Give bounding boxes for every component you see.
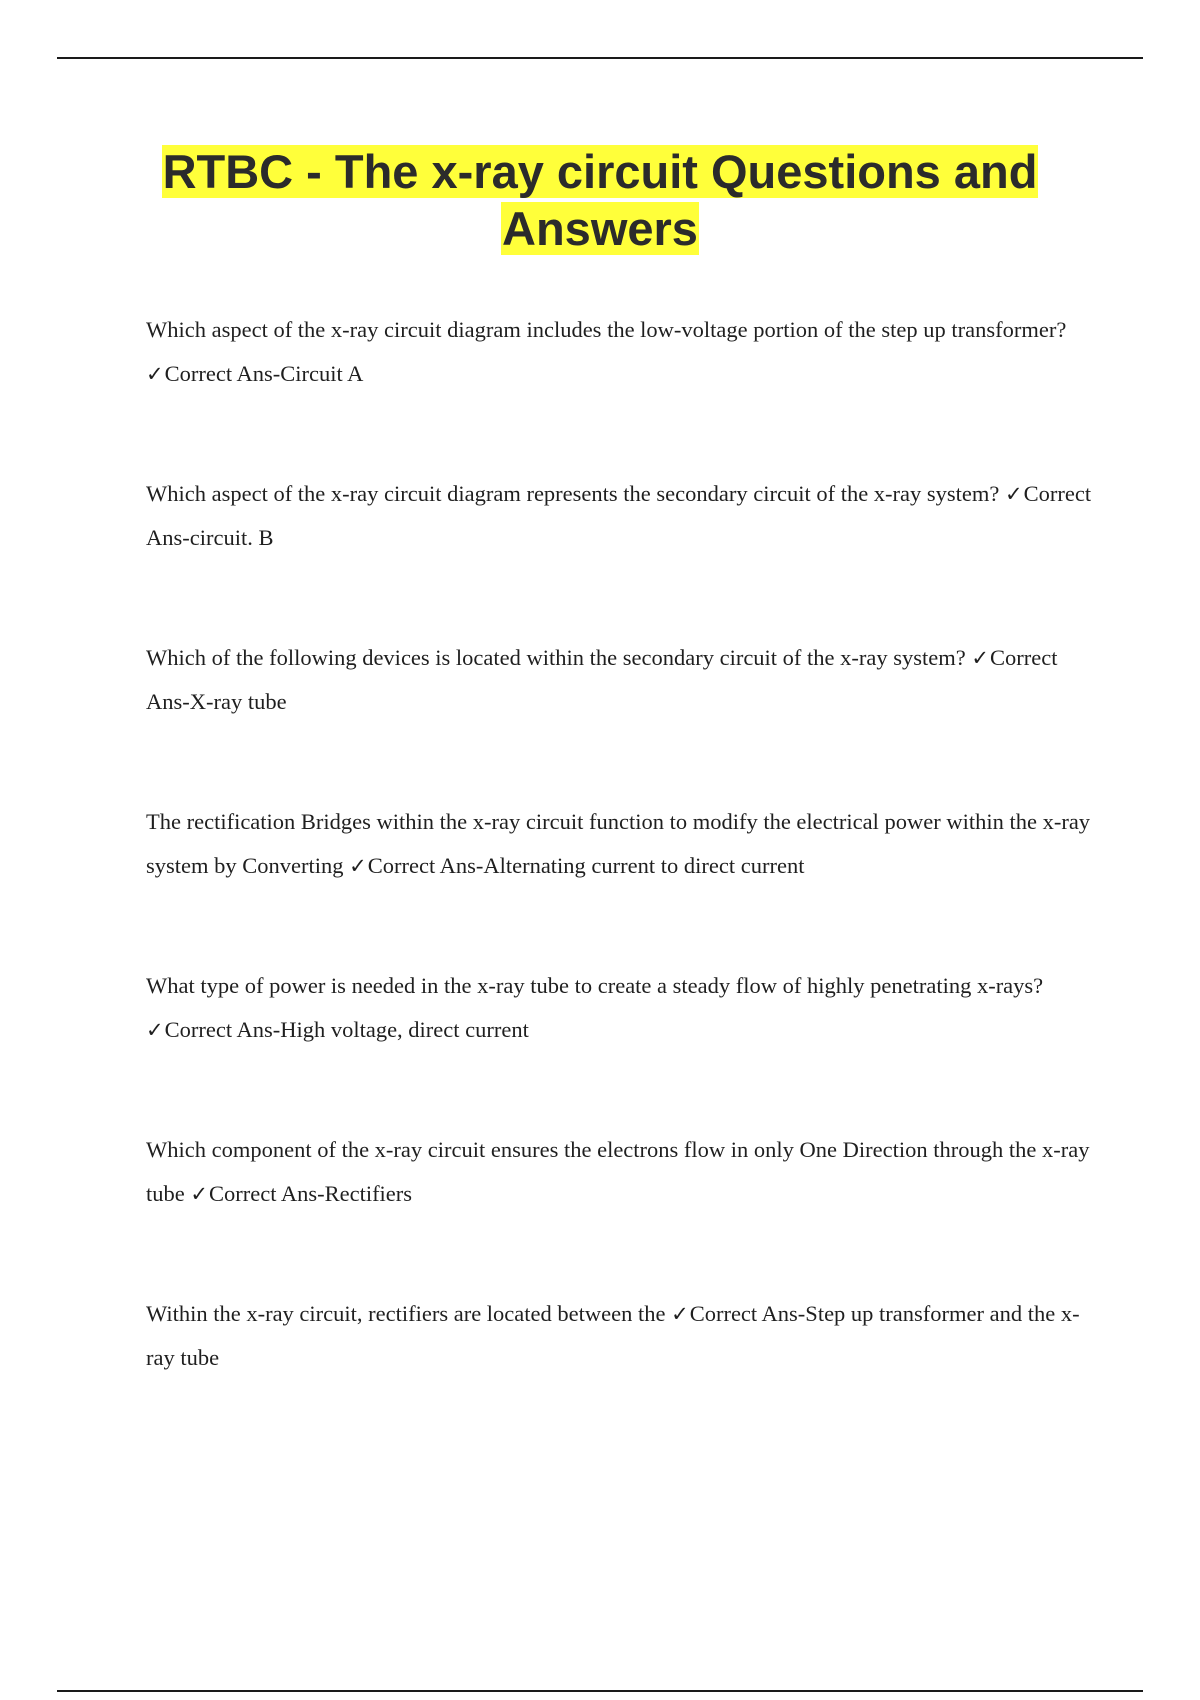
checkmark-icon: ✓ [971,646,989,670]
answer-text: Correct Ans-Circuit A [164,361,364,386]
qa-item-7 [146,1292,1096,1380]
answer-text: Correct Ans-circuit. B [146,481,1092,550]
question-text: Which of the following devices is located within the secondary circuit of the x-ray system? [146,645,966,670]
checkmark-icon: ✓ [190,1182,208,1206]
question-text: Within the x-ray circuit, rectifiers are located between the [146,1301,666,1326]
title-line-1: RTBC - The x-ray circuit Questions and [162,145,1038,198]
question-text: Which aspect of the x-ray circuit diagram includes the low-voltage portion of the step up transformer? [146,317,1067,342]
bottom-rule [57,1690,1143,1692]
checkmark-icon: ✓ [1005,482,1023,506]
checkmark-icon: ✓ [146,362,164,386]
title-line-2: Answers [502,202,698,255]
checkmark-icon: ✓ [146,1018,164,1042]
question-text: The rectification Bridges within the x-ray circuit function to modify the electrical power within the x-ray system by Converting [146,809,1091,878]
question-text: Which component of the x-ray circuit ensures the electrons flow in only One Direction through the x-ray tube [146,1137,1090,1206]
qa-item-6 [146,1128,1096,1216]
checkmark-icon: ✓ [671,1302,689,1326]
answer-text: Correct Ans-X-ray tube [146,645,1058,714]
question-text: Which aspect of the x-ray circuit diagram represents the secondary circuit of the x-ray system? [146,481,1000,506]
answer-text: Correct Ans-Alternating current to direct current [367,853,805,878]
qa-item-5 [146,964,1096,1052]
checkmark-icon: ✓ [349,854,367,878]
qa-item-2 [146,472,1096,560]
answer-text: Correct Ans-Step up transformer and the x-ray tube [146,1301,1080,1370]
qa-item-3 [146,636,1096,724]
answer-text: Correct Ans-High voltage, direct current [164,1017,529,1042]
answer-text: Correct Ans-Rectifiers [208,1181,413,1206]
question-text: What type of power is needed in the x-ray tube to create a steady flow of highly penetrating x-rays? [146,973,1044,998]
qa-item-4 [146,800,1096,888]
qa-item-1 [146,308,1096,396]
